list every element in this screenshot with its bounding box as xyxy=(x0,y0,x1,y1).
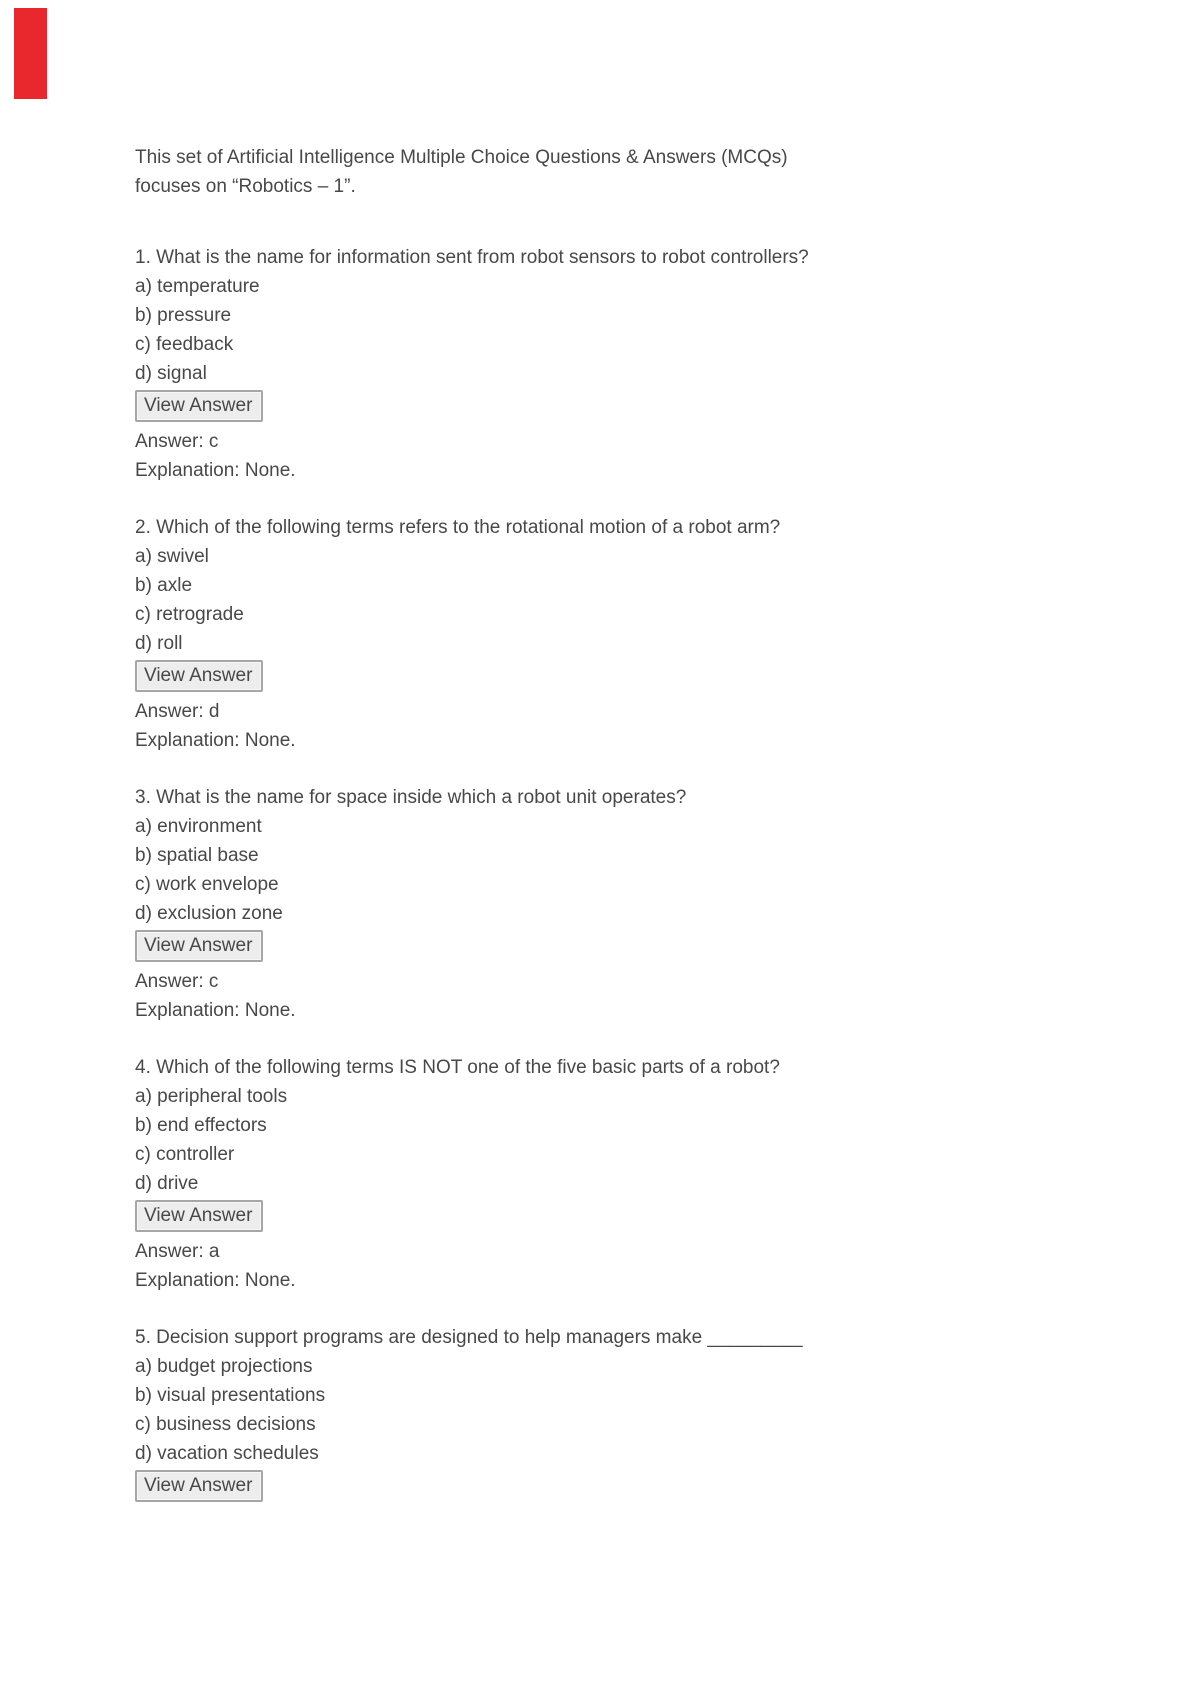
option-item: b) pressure xyxy=(135,305,232,326)
view-answer-button[interactable]: View Answer xyxy=(135,1470,263,1502)
question-text: 2. Which of the following terms refers to the rotational motion of a robot arm? xyxy=(135,517,781,538)
option-item: c) retrograde xyxy=(135,604,244,625)
explanation-text: Explanation: None. xyxy=(135,460,296,481)
question-block xyxy=(135,783,1040,1025)
view-answer-button[interactable]: View Answer xyxy=(135,1200,263,1232)
answer-text: Answer: c xyxy=(135,431,219,452)
option-item: d) vacation schedules xyxy=(135,1443,319,1464)
red-marker xyxy=(14,8,47,99)
option-item: c) controller xyxy=(135,1144,235,1165)
option-item: b) spatial base xyxy=(135,845,259,866)
option-item: d) exclusion zone xyxy=(135,903,283,924)
answer-text: Answer: c xyxy=(135,971,219,992)
question-text: 4. Which of the following terms IS NOT one of the five basic parts of a robot? xyxy=(135,1057,780,1078)
question-text: 1. What is the name for information sent from robot sensors to robot controllers? xyxy=(135,247,809,268)
intro-paragraph xyxy=(135,143,1040,201)
intro-line: This set of Artificial Intelligence Multiple Choice Questions & Answers (MCQs) xyxy=(135,147,788,168)
question-block xyxy=(135,513,1040,755)
option-item: a) peripheral tools xyxy=(135,1086,288,1107)
option-list xyxy=(135,812,1040,928)
question-block xyxy=(135,1323,1040,1504)
option-list xyxy=(135,1352,1040,1468)
option-item: a) temperature xyxy=(135,276,260,297)
view-answer-button[interactable]: View Answer xyxy=(135,660,263,692)
view-answer-button[interactable]: View Answer xyxy=(135,390,263,422)
option-item: d) signal xyxy=(135,363,207,384)
answer-text: Answer: a xyxy=(135,1241,220,1262)
view-answer-row xyxy=(135,930,1040,964)
question-text: 5. Decision support programs are designed to help managers make _________ xyxy=(135,1327,803,1348)
option-item: c) work envelope xyxy=(135,874,279,895)
answer-text: Answer: d xyxy=(135,701,220,722)
view-answer-row xyxy=(135,1470,1040,1504)
view-answer-button[interactable]: View Answer xyxy=(135,930,263,962)
option-item: b) visual presentations xyxy=(135,1385,326,1406)
option-item: c) feedback xyxy=(135,334,234,355)
option-item: a) swivel xyxy=(135,546,209,567)
question-list xyxy=(135,243,1040,1504)
option-item: a) budget projections xyxy=(135,1356,313,1377)
option-item: c) business decisions xyxy=(135,1414,316,1435)
option-list xyxy=(135,542,1040,658)
option-list xyxy=(135,1082,1040,1198)
option-item: b) end effectors xyxy=(135,1115,267,1136)
option-list xyxy=(135,272,1040,388)
view-answer-row xyxy=(135,390,1040,424)
intro-line: focuses on “Robotics – 1”. xyxy=(135,176,356,197)
question-block xyxy=(135,1053,1040,1295)
question-block xyxy=(135,243,1040,485)
view-answer-row xyxy=(135,1200,1040,1234)
view-answer-row xyxy=(135,660,1040,694)
explanation-text: Explanation: None. xyxy=(135,1270,296,1291)
option-item: b) axle xyxy=(135,575,193,596)
option-item: d) roll xyxy=(135,633,183,654)
option-item: d) drive xyxy=(135,1173,199,1194)
explanation-text: Explanation: None. xyxy=(135,1000,296,1021)
question-text: 3. What is the name for space inside which a robot unit operates? xyxy=(135,787,687,808)
explanation-text: Explanation: None. xyxy=(135,730,296,751)
option-item: a) environment xyxy=(135,816,262,837)
